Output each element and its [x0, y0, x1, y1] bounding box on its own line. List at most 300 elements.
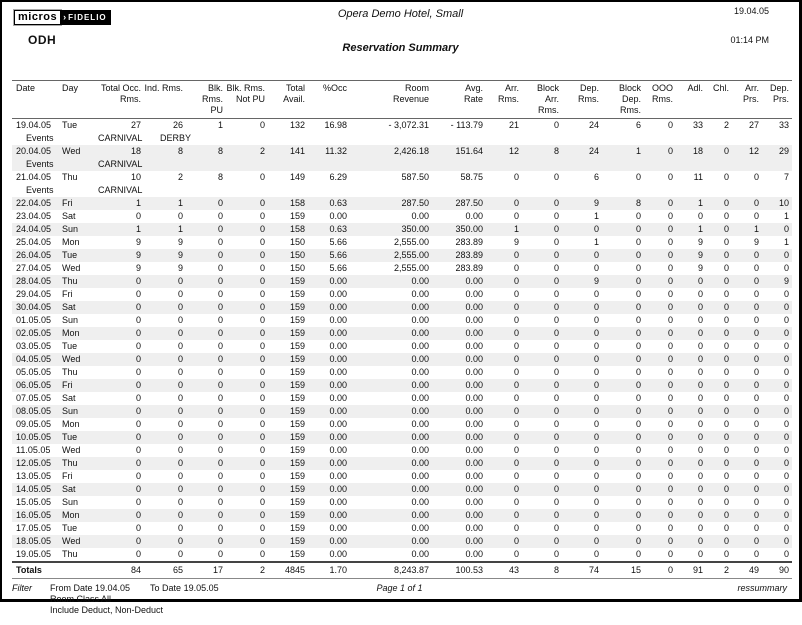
col-header-line1: Ind. Rms. — [144, 83, 183, 93]
cell-avg_rate: 0.00 — [432, 535, 486, 548]
totals-row — [12, 562, 792, 579]
table-row — [12, 522, 792, 535]
cell-date: 10.05.05 — [12, 431, 58, 444]
cell-day: Sun — [62, 497, 79, 507]
cell-avg_rate: 287.50 — [432, 197, 486, 210]
table-row — [12, 444, 792, 457]
cell-dep_prs: 33 — [778, 120, 789, 130]
cell-chl: 0 — [706, 223, 732, 236]
cell-dep_prs: 0 — [762, 301, 792, 314]
cell-ooo_rms: 0 — [644, 483, 676, 496]
col-header-total_occ_rms — [94, 81, 144, 119]
cell-ooo_rms: 0 — [667, 445, 673, 455]
table-row — [12, 548, 792, 562]
cell-date: 29.04.05 — [16, 289, 52, 299]
cell-room_revenue: - 3,072.31 — [388, 120, 429, 130]
cell-blk_rms_pu: 0 — [186, 509, 226, 522]
cell-arr_prs: 9 — [753, 237, 759, 247]
cell-blk_rms_not_pu: 0 — [259, 211, 265, 221]
cell-chl: 0 — [706, 301, 732, 314]
event-name: CARNIVAL — [98, 133, 143, 143]
cell-total_avail: 159 — [268, 483, 308, 496]
cell-chl: 0 — [706, 379, 732, 392]
cell-block_arr_rms: 0 — [553, 237, 559, 247]
cell-block_dep_rms: 0 — [635, 341, 641, 351]
cell-total_occ_rms: 0 — [94, 275, 144, 288]
cell-block_arr_rms: 0 — [553, 393, 559, 403]
col-header-line2: Not PU — [235, 94, 265, 104]
cell-arr_rms: 9 — [513, 237, 519, 247]
cell-chl: 0 — [706, 327, 732, 340]
cell-date: 15.05.05 — [16, 497, 52, 507]
cell-arr_prs: 0 — [753, 289, 759, 299]
cell-blk_rms_not_pu: 0 — [226, 197, 268, 210]
cell-date: 26.04.05 — [12, 249, 58, 262]
cell-block_dep_rms: 1 — [602, 145, 644, 158]
cell-block_arr_rms: 0 — [553, 419, 559, 429]
cell-dep_rms: 0 — [593, 393, 599, 403]
cell-ind_rms: 0 — [177, 471, 183, 481]
col-header-line1: Room — [404, 83, 429, 93]
cell-dep_rms: 6 — [593, 172, 599, 182]
cell-total_occ_rms: 0 — [94, 405, 144, 418]
cell-block_dep_rms: 0 — [635, 367, 641, 377]
cell-chl: 0 — [723, 393, 729, 403]
cell-adl: 1 — [676, 197, 706, 210]
cell-blk_rms_pu: 0 — [217, 523, 223, 533]
table-row — [12, 171, 792, 184]
cell-ind_rms: 0 — [144, 457, 186, 470]
cell-ind_rms: 0 — [177, 497, 183, 507]
total-chl: 2 — [706, 562, 732, 579]
page-title: Reservation Summary — [342, 42, 459, 54]
cell-dep_rms: 1 — [593, 237, 599, 247]
table-row — [12, 262, 792, 275]
cell-ooo_rms: 0 — [667, 341, 673, 351]
cell-pct_occ: 0.00 — [308, 431, 350, 444]
cell-pct_occ: 16.98 — [324, 120, 347, 130]
cell-adl: 1 — [676, 223, 706, 236]
col-header-line1: Blk. Rms. — [226, 83, 265, 93]
cell-block_dep_rms: 0 — [602, 301, 644, 314]
cell-pct_occ: 0.00 — [308, 353, 350, 366]
cell-date: 27.04.05 — [16, 263, 52, 273]
cell-dep_prs: 0 — [783, 341, 789, 351]
cell-total_avail: 159 — [268, 509, 308, 522]
cell-day: Mon — [62, 237, 80, 247]
cell-adl: 0 — [676, 535, 706, 548]
cell-block_dep_rms: 0 — [602, 457, 644, 470]
total-ooo_rms: 0 — [644, 562, 676, 579]
col-header-arr_rms — [486, 81, 522, 119]
cell-day: Sun — [58, 223, 94, 236]
cell-blk_rms_not_pu: 0 — [259, 263, 265, 273]
col-header-line1: Day — [62, 83, 79, 93]
cell-blk_rms_pu: 0 — [186, 301, 226, 314]
cell-ind_rms: 0 — [144, 483, 186, 496]
cell-block_arr_rms: 0 — [553, 315, 559, 325]
events-list — [94, 132, 792, 145]
cell-dep_rms: 0 — [562, 223, 602, 236]
cell-blk_rms_pu: 0 — [186, 327, 226, 340]
cell-ooo_rms: 0 — [644, 327, 676, 340]
cell-total_occ_rms: 0 — [135, 419, 141, 429]
cell-arr_rms: 12 — [486, 145, 522, 158]
cell-date: 25.04.05 — [16, 237, 52, 247]
table-row — [12, 223, 792, 236]
cell-total_occ_rms: 0 — [94, 457, 144, 470]
cell-avg_rate: - 113.79 — [450, 120, 483, 130]
cell-block_dep_rms: 0 — [635, 523, 641, 533]
cell-avg_rate: 0.00 — [432, 483, 486, 496]
cell-total_avail: 150 — [289, 237, 305, 247]
cell-ind_rms: 9 — [144, 249, 186, 262]
cell-pct_occ: 6.29 — [329, 172, 347, 182]
cell-total_avail: 159 — [289, 549, 305, 559]
col-header-blk_rms_not_pu — [226, 81, 268, 119]
total-pct_occ: 1.70 — [308, 562, 350, 579]
cell-avg_rate: 0.00 — [432, 353, 486, 366]
cell-arr_rms: 0 — [486, 249, 522, 262]
col-header-ooo_rms — [644, 81, 676, 119]
cell-total_avail: 150 — [289, 263, 305, 273]
col-header-line1: Arr. — [744, 83, 759, 93]
cell-dep_prs: 0 — [783, 289, 789, 299]
col-header-adl — [676, 81, 706, 119]
cell-blk_rms_pu: 0 — [217, 315, 223, 325]
cell-dep_prs: 1 — [783, 211, 789, 221]
cell-blk_rms_pu: 0 — [217, 237, 223, 247]
cell-total_occ_rms: 9 — [135, 263, 141, 273]
cell-total_avail: 159 — [289, 289, 305, 299]
cell-avg_rate: 0.00 — [465, 549, 483, 559]
cell-arr_rms: 0 — [486, 457, 522, 470]
cell-ooo_rms: 0 — [667, 172, 673, 182]
cell-block_dep_rms: 0 — [602, 275, 644, 288]
cell-blk_rms_not_pu: 0 — [259, 549, 265, 559]
filter-label: Filter — [12, 583, 32, 593]
cell-chl: 0 — [723, 419, 729, 429]
cell-day: Thu — [62, 549, 78, 559]
cell-blk_rms_pu: 0 — [186, 197, 226, 210]
cell-block_dep_rms: 0 — [602, 535, 644, 548]
cell-arr_rms: 0 — [513, 172, 519, 182]
cell-dep_prs: 10 — [762, 197, 792, 210]
cell-block_arr_rms: 0 — [522, 223, 562, 236]
cell-room_revenue: 0.00 — [411, 367, 429, 377]
cell-blk_rms_not_pu: 0 — [259, 393, 265, 403]
cell-total_occ_rms: 0 — [135, 497, 141, 507]
cell-block_arr_rms: 0 — [522, 249, 562, 262]
cell-blk_rms_not_pu: 0 — [259, 289, 265, 299]
cell-adl: 9 — [697, 263, 703, 273]
totals-label: Totals — [12, 562, 94, 579]
cell-chl: 0 — [723, 263, 729, 273]
cell-adl: 0 — [697, 393, 703, 403]
col-header-line1: Date — [16, 83, 36, 93]
cell-total_occ_rms: 9 — [135, 237, 141, 247]
cell-total_avail: 159 — [268, 457, 308, 470]
cell-day: Mon — [58, 327, 94, 340]
cell-arr_rms: 0 — [486, 301, 522, 314]
report-header — [2, 2, 799, 78]
cell-total_occ_rms: 0 — [94, 483, 144, 496]
cell-ooo_rms: 0 — [667, 263, 673, 273]
cell-block_dep_rms: 0 — [635, 289, 641, 299]
cell-total_avail: 159 — [289, 419, 305, 429]
col-header-line1: Block — [618, 83, 641, 93]
cell-block_dep_rms: 0 — [602, 223, 644, 236]
cell-blk_rms_pu: 0 — [186, 535, 226, 548]
hotel-name: Opera Demo Hotel, Small — [337, 8, 464, 20]
cell-dep_prs: 0 — [762, 431, 792, 444]
col-header-line2: Prs. — [772, 94, 789, 104]
cell-arr_prs: 1 — [732, 223, 762, 236]
cell-pct_occ: 0.00 — [329, 549, 347, 559]
cell-room_revenue: 0.00 — [350, 535, 432, 548]
cell-chl: 2 — [723, 120, 729, 130]
cell-arr_prs: 0 — [753, 445, 759, 455]
cell-date: 16.05.05 — [12, 509, 58, 522]
cell-day: Mon — [62, 419, 80, 429]
cell-adl: 18 — [676, 145, 706, 158]
cell-adl: 0 — [676, 431, 706, 444]
cell-room_revenue: 0.00 — [350, 405, 432, 418]
cell-blk_rms_pu: 0 — [186, 405, 226, 418]
cell-day: Thu — [58, 275, 94, 288]
cell-day: Tue — [58, 431, 94, 444]
col-header-line1: Avg. — [465, 83, 483, 93]
cell-ooo_rms: 0 — [667, 393, 673, 403]
cell-ooo_rms: 0 — [644, 535, 676, 548]
cell-arr_prs: 0 — [732, 301, 762, 314]
print-datetime — [730, 6, 769, 45]
cell-blk_rms_not_pu: 0 — [259, 120, 265, 130]
cell-arr_prs: 0 — [753, 341, 759, 351]
center-titles — [2, 2, 799, 54]
cell-date: 08.05.05 — [12, 405, 58, 418]
cell-ooo_rms: 0 — [667, 211, 673, 221]
filter-include: Include Deduct, Non-Deduct — [50, 605, 164, 615]
cell-day: Sat — [62, 211, 76, 221]
cell-dep_prs: 0 — [762, 223, 792, 236]
cell-arr_prs: 0 — [753, 393, 759, 403]
property-code: ODH — [28, 33, 57, 47]
cell-total_avail: 159 — [268, 405, 308, 418]
cell-total_occ_rms: 1 — [94, 197, 144, 210]
cell-day: Sun — [58, 405, 94, 418]
cell-dep_rms: 0 — [593, 367, 599, 377]
cell-total_avail: 141 — [268, 145, 308, 158]
events-list — [94, 158, 792, 171]
cell-chl: 0 — [706, 249, 732, 262]
cell-ind_rms: 0 — [144, 509, 186, 522]
cell-dep_prs: 0 — [762, 379, 792, 392]
cell-ooo_rms: 0 — [667, 497, 673, 507]
event-name: CARNIVAL — [98, 185, 143, 195]
cell-day: Tue — [62, 120, 78, 130]
cell-ooo_rms: 0 — [667, 419, 673, 429]
cell-day: Wed — [62, 445, 81, 455]
table-row — [12, 210, 792, 223]
cell-blk_rms_not_pu: 0 — [226, 509, 268, 522]
cell-ooo_rms: 0 — [644, 249, 676, 262]
table-row — [12, 249, 792, 262]
cell-arr_prs: 0 — [732, 457, 762, 470]
table-row — [12, 379, 792, 392]
cell-blk_rms_pu: 0 — [186, 275, 226, 288]
col-header-line2: Revenue — [392, 94, 429, 104]
cell-block_arr_rms: 0 — [553, 211, 559, 221]
col-header-line1: Total — [285, 83, 305, 93]
cell-blk_rms_pu: 0 — [186, 379, 226, 392]
cell-block_arr_rms: 0 — [522, 457, 562, 470]
cell-adl: 0 — [676, 457, 706, 470]
cell-date: 22.04.05 — [12, 197, 58, 210]
cell-dep_rms: 0 — [562, 431, 602, 444]
cell-total_occ_rms: 10 — [130, 172, 141, 182]
cell-adl: 0 — [697, 315, 703, 325]
cell-total_avail: 158 — [268, 223, 308, 236]
cell-day: Sat — [62, 393, 76, 403]
cell-block_arr_rms: 0 — [553, 445, 559, 455]
cell-dep_rms: 0 — [562, 483, 602, 496]
cell-ind_rms: 8 — [144, 145, 186, 158]
cell-block_arr_rms: 0 — [522, 353, 562, 366]
total-dep_rms: 74 — [562, 562, 602, 579]
cell-total_avail: 159 — [289, 445, 305, 455]
cell-room_revenue: 0.00 — [350, 353, 432, 366]
cell-dep_rms: 9 — [562, 197, 602, 210]
cell-date: 03.05.05 — [16, 341, 52, 351]
total-block_arr_rms: 8 — [522, 562, 562, 579]
cell-total_avail: 159 — [289, 393, 305, 403]
cell-date: 17.05.05 — [16, 523, 52, 533]
cell-ind_rms: 0 — [177, 549, 183, 559]
cell-date: 11.05.05 — [16, 445, 51, 455]
cell-arr_prs: 0 — [732, 405, 762, 418]
cell-block_arr_rms: 0 — [553, 471, 559, 481]
cell-chl: 0 — [723, 549, 729, 559]
col-header-line1: Dep. Rms. — [578, 83, 599, 104]
cell-block_dep_rms: 0 — [635, 419, 641, 429]
cell-ooo_rms: 0 — [667, 120, 673, 130]
cell-day: Sun — [62, 315, 79, 325]
cell-day: Tue — [62, 523, 78, 533]
table-row — [12, 353, 792, 366]
col-header-line2: Prs. — [742, 94, 759, 104]
col-header-line2: Rms. — [652, 94, 673, 104]
cell-total_occ_rms: 0 — [135, 341, 141, 351]
cell-ooo_rms: 0 — [644, 145, 676, 158]
col-header-block_dep_rms — [602, 81, 644, 119]
cell-day: Thu — [62, 172, 78, 182]
cell-block_arr_rms: 0 — [522, 509, 562, 522]
filter-room-class: Room Class All — [50, 594, 112, 604]
cell-blk_rms_pu: 1 — [217, 120, 223, 130]
cell-pct_occ: 0.00 — [308, 509, 350, 522]
cell-ooo_rms: 0 — [667, 315, 673, 325]
cell-blk_rms_pu: 0 — [186, 457, 226, 470]
cell-adl: 11 — [693, 172, 703, 182]
cell-dep_prs: 0 — [762, 509, 792, 522]
cell-arr_rms: 0 — [513, 419, 519, 429]
page-indicator: Page 1 of 1 — [376, 583, 423, 593]
cell-total_avail: 159 — [268, 327, 308, 340]
cell-avg_rate: 0.00 — [432, 379, 486, 392]
fidelio-logo-text: FIDELIO — [68, 13, 107, 22]
table-row — [12, 340, 792, 353]
col-header-date — [12, 81, 58, 119]
cell-ooo_rms: 0 — [644, 223, 676, 236]
cell-total_occ_rms: 1 — [94, 223, 144, 236]
cell-chl: 0 — [706, 275, 732, 288]
col-header-line2: Dep. Rms. — [620, 94, 641, 115]
logo — [14, 10, 111, 47]
cell-block_dep_rms: 0 — [635, 211, 641, 221]
cell-ooo_rms: 0 — [644, 431, 676, 444]
total-total_occ_rms: 84 — [94, 562, 144, 579]
cell-ooo_rms: 0 — [644, 405, 676, 418]
cell-ind_rms: 0 — [144, 327, 186, 340]
cell-arr_rms: 0 — [486, 379, 522, 392]
table-body — [12, 119, 792, 563]
total-ind_rms: 65 — [144, 562, 186, 579]
total-room_revenue: 8,243.87 — [350, 562, 432, 579]
table-row — [12, 509, 792, 522]
cell-block_dep_rms: 0 — [602, 405, 644, 418]
cell-ind_rms: 0 — [177, 393, 183, 403]
cell-total_occ_rms: 0 — [135, 289, 141, 299]
cell-dep_prs: 0 — [783, 315, 789, 325]
cell-adl: 0 — [697, 497, 703, 507]
events-list — [94, 184, 792, 197]
cell-total_occ_rms: 0 — [94, 327, 144, 340]
cell-blk_rms_not_pu: 0 — [226, 301, 268, 314]
cell-pct_occ: 5.66 — [329, 237, 347, 247]
cell-dep_prs: 0 — [762, 353, 792, 366]
col-header-chl — [706, 81, 732, 119]
cell-adl: 0 — [676, 353, 706, 366]
cell-dep_prs: 7 — [783, 172, 789, 182]
table-row — [12, 314, 792, 327]
micros-logo-text: micros — [14, 10, 61, 25]
col-header-ind_rms — [144, 81, 186, 119]
cell-ooo_rms: 0 — [667, 367, 673, 377]
cell-chl: 0 — [723, 211, 729, 221]
table-row — [12, 301, 792, 314]
cell-adl: 0 — [697, 549, 703, 559]
cell-pct_occ: 0.00 — [329, 393, 347, 403]
cell-room_revenue: 2,555.00 — [393, 263, 429, 273]
cell-dep_rms: 0 — [562, 327, 602, 340]
cell-blk_rms_not_pu: 0 — [226, 405, 268, 418]
events-label: Events — [26, 133, 54, 143]
events-row — [12, 184, 792, 197]
col-header-pct_occ — [308, 81, 350, 119]
cell-pct_occ: 0.00 — [329, 445, 347, 455]
cell-ind_rms: 1 — [144, 197, 186, 210]
cell-date: 05.05.05 — [16, 367, 52, 377]
cell-arr_prs: 0 — [753, 497, 759, 507]
cell-arr_rms: 0 — [513, 289, 519, 299]
cell-block_arr_rms: 0 — [522, 197, 562, 210]
cell-ind_rms: 0 — [177, 211, 183, 221]
col-header-block_arr_rms — [522, 81, 562, 119]
cell-dep_rms: 0 — [562, 249, 602, 262]
cell-arr_prs: 0 — [732, 249, 762, 262]
cell-chl: 0 — [706, 353, 732, 366]
